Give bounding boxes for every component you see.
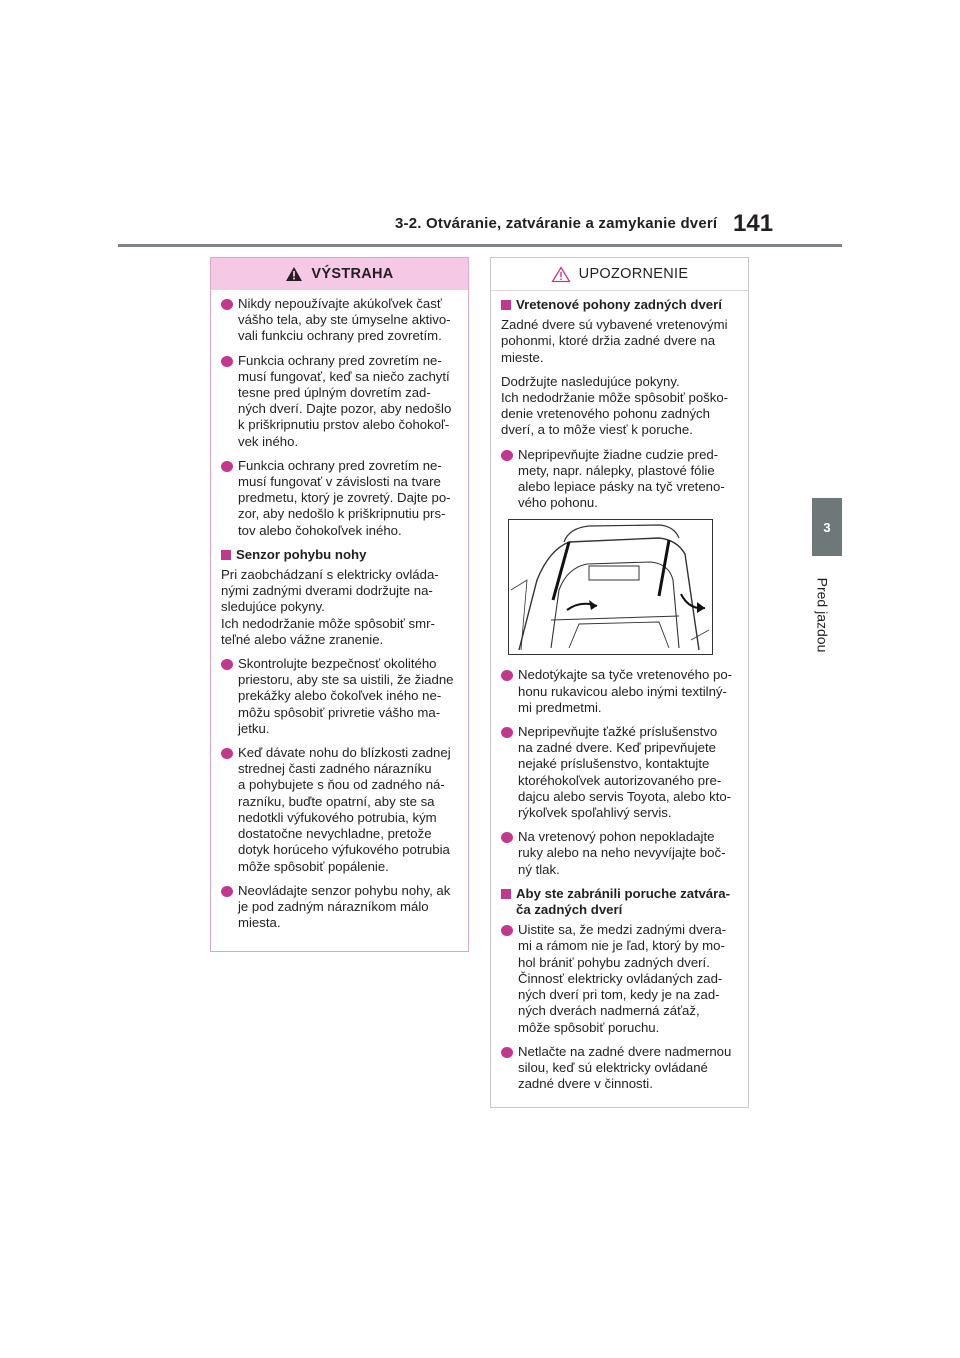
bullet-text: Keď dávate nohu do blízkosti zadnej strednej časti zadného nárazníku a pohybujete s ňou od zadného ná- razníku, buďte opatrní, aby ste sa nedotkli výfukového potrubia, kým dostatočne nevychladne, pretože dotyk horúceho výfukového potrubia môže spôsobiť popálenie.: [238, 745, 451, 874]
bullet-item: [221, 458, 458, 539]
square-marker-icon: [221, 550, 231, 560]
bullet-dot-icon: [501, 670, 513, 681]
bullet-dot-icon: [501, 727, 513, 738]
heading-text: Aby ste zabránili poruche zatvára- ča zadných dverí: [516, 885, 730, 918]
notice-box-header: [491, 258, 748, 291]
chapter-label: [792, 570, 852, 660]
bullet-text: Nepripevňujte ťažké príslušenstvo na zadné dvere. Keď pripevňujete nejaké príslušenstvo, kontaktujte ktoréhokoľvek autorizovaného pre- dajcu alebo servis Toyota, alebo kto- rýkoľvek spoľahlivý servis.: [518, 724, 732, 821]
bullet-item: [221, 656, 458, 737]
bullet-text: Na vretenový pohon nepokladajte ruky alebo na neho nevyvíjajte boč- ný tlak.: [518, 829, 726, 877]
bullet-text: Funkcia ochrany pred zovretím ne- musí fungovať, keď sa niečo zachytí tesne pred úplným dovretím zad- ných dverí. Dajte pozor, aby nedošlo k priškripnutiu prstov alebo čohokoľ- vek iného.: [238, 352, 452, 449]
notice-box-body: [491, 291, 748, 1092]
bullet-dot-icon: [501, 832, 513, 843]
bullet-text: Nedotýkajte sa tyče vretenového po- honu rukavicou alebo inými textilný- mi predmetmi.: [518, 667, 733, 715]
page-number: 141: [733, 210, 774, 237]
chapter-title: Pred jazdou: [814, 577, 830, 653]
bullet-text: Netlačte na zadné dvere nadmernou silou, keď sú elektricky ovládané zadné dvere v činnosti.: [518, 1043, 732, 1092]
warning-triangle-outline-icon: [551, 266, 571, 283]
warning-box-header: [211, 258, 468, 290]
bullet-text: Neovládajte senzor pohybu nohy, ak je pod zadným nárazníkom málo miesta.: [238, 882, 451, 931]
section-heading: [501, 886, 738, 918]
bullet-dot-icon: [221, 356, 233, 367]
paragraph: Pri zaobchádzaní s elektricky ovláda- nými zadnými dverami dodržujte na- sledujúce pokyny. Ich nedodržanie môže spôsobiť smr- teľné alebo vážne zranenie.: [221, 567, 439, 647]
bullet-dot-icon: [221, 299, 233, 310]
bullet-item: [501, 829, 738, 878]
bullet-text: Funkcia ochrany pred zovretím ne- musí fungovať v závislosti na tvare predmetu, ktorý je zovretý. Dajte po- zor, aby nedošlo k priškripnutiu prs- tov alebo čohokoľvek iného.: [238, 457, 451, 538]
section-heading: [501, 297, 738, 313]
bullet-item: [501, 447, 738, 512]
bullet-dot-icon: [221, 659, 233, 670]
paragraph: Zadné dvere sú vybavené vretenovými pohonmi, ktoré držia zadné dvere na mieste.: [501, 317, 728, 365]
header-divider: [118, 244, 842, 247]
bullet-dot-icon: [501, 1047, 513, 1058]
warning-triangle-filled-icon: [285, 266, 303, 282]
bullet-dot-icon: [221, 461, 233, 472]
paragraph: Dodržujte nasledujúce pokyny. Ich nedodržanie môže spôsobiť poško- denie vretenového pohonu zadných dverí, a to môže viesť k poruche.: [501, 373, 729, 438]
bullet-item: [501, 667, 738, 716]
bullet-item: [221, 883, 458, 932]
tailgate-strut-illustration: [508, 519, 713, 655]
square-marker-icon: [501, 300, 511, 310]
bullet-item: [221, 353, 458, 450]
section-heading: [221, 547, 458, 563]
bullet-dot-icon: [221, 748, 233, 759]
bullet-dot-icon: [501, 925, 513, 936]
bullet-item: [221, 745, 458, 875]
section-title: 3-2. Otváranie, zatváranie a zamykanie dverí: [395, 215, 718, 232]
bullet-text: Skontrolujte bezpečnosť okolitého priestoru, aby ste sa uistili, že žiadne prekážky alebo čokoľvek iného ne- môžu spôsobiť privretie vášho ma- jetku.: [238, 656, 454, 736]
bullet-item: [501, 724, 738, 821]
warning-box-title: VÝSTRAHA: [311, 266, 394, 282]
bullet-text: Nepripevňujte žiadne cudzie pred- mety, napr. nálepky, plastové fólie alebo lepiace pásky na tyč vreteno- vého pohonu.: [518, 446, 725, 511]
notice-box-title: UPOZORNENIE: [578, 266, 689, 282]
bullet-dot-icon: [221, 886, 233, 897]
warning-box: [210, 257, 469, 952]
bullet-text: Uistite sa, že medzi zadnými dvera- mi a rámom nie je ľad, ktorý by mo- hol brániť pohybu zadných dverí. Činnosť elektricky ovládaných zad- ných dverí pri tom, kedy je na zad- ných dverách nadmerná záťaž, môže spôsobiť poruchu.: [518, 922, 727, 1035]
bullet-item: [501, 922, 738, 1035]
bullet-dot-icon: [501, 450, 513, 461]
bullet-item: [221, 296, 458, 345]
heading-text: Vretenové pohony zadných dverí: [516, 297, 722, 312]
square-marker-icon: [501, 889, 511, 899]
heading-text: Senzor pohybu nohy: [236, 546, 367, 562]
chapter-tab[interactable]: [812, 498, 842, 556]
bullet-text: Nikdy nepoužívajte akúkoľvek časť vášho tela, aby ste úmyselne aktivo- vali funkciu ochrany pred zovretím.: [238, 296, 451, 344]
notice-box: [490, 257, 749, 1108]
warning-box-body: [211, 290, 468, 931]
bullet-item: [501, 1044, 738, 1093]
chapter-number: 3: [823, 519, 831, 535]
